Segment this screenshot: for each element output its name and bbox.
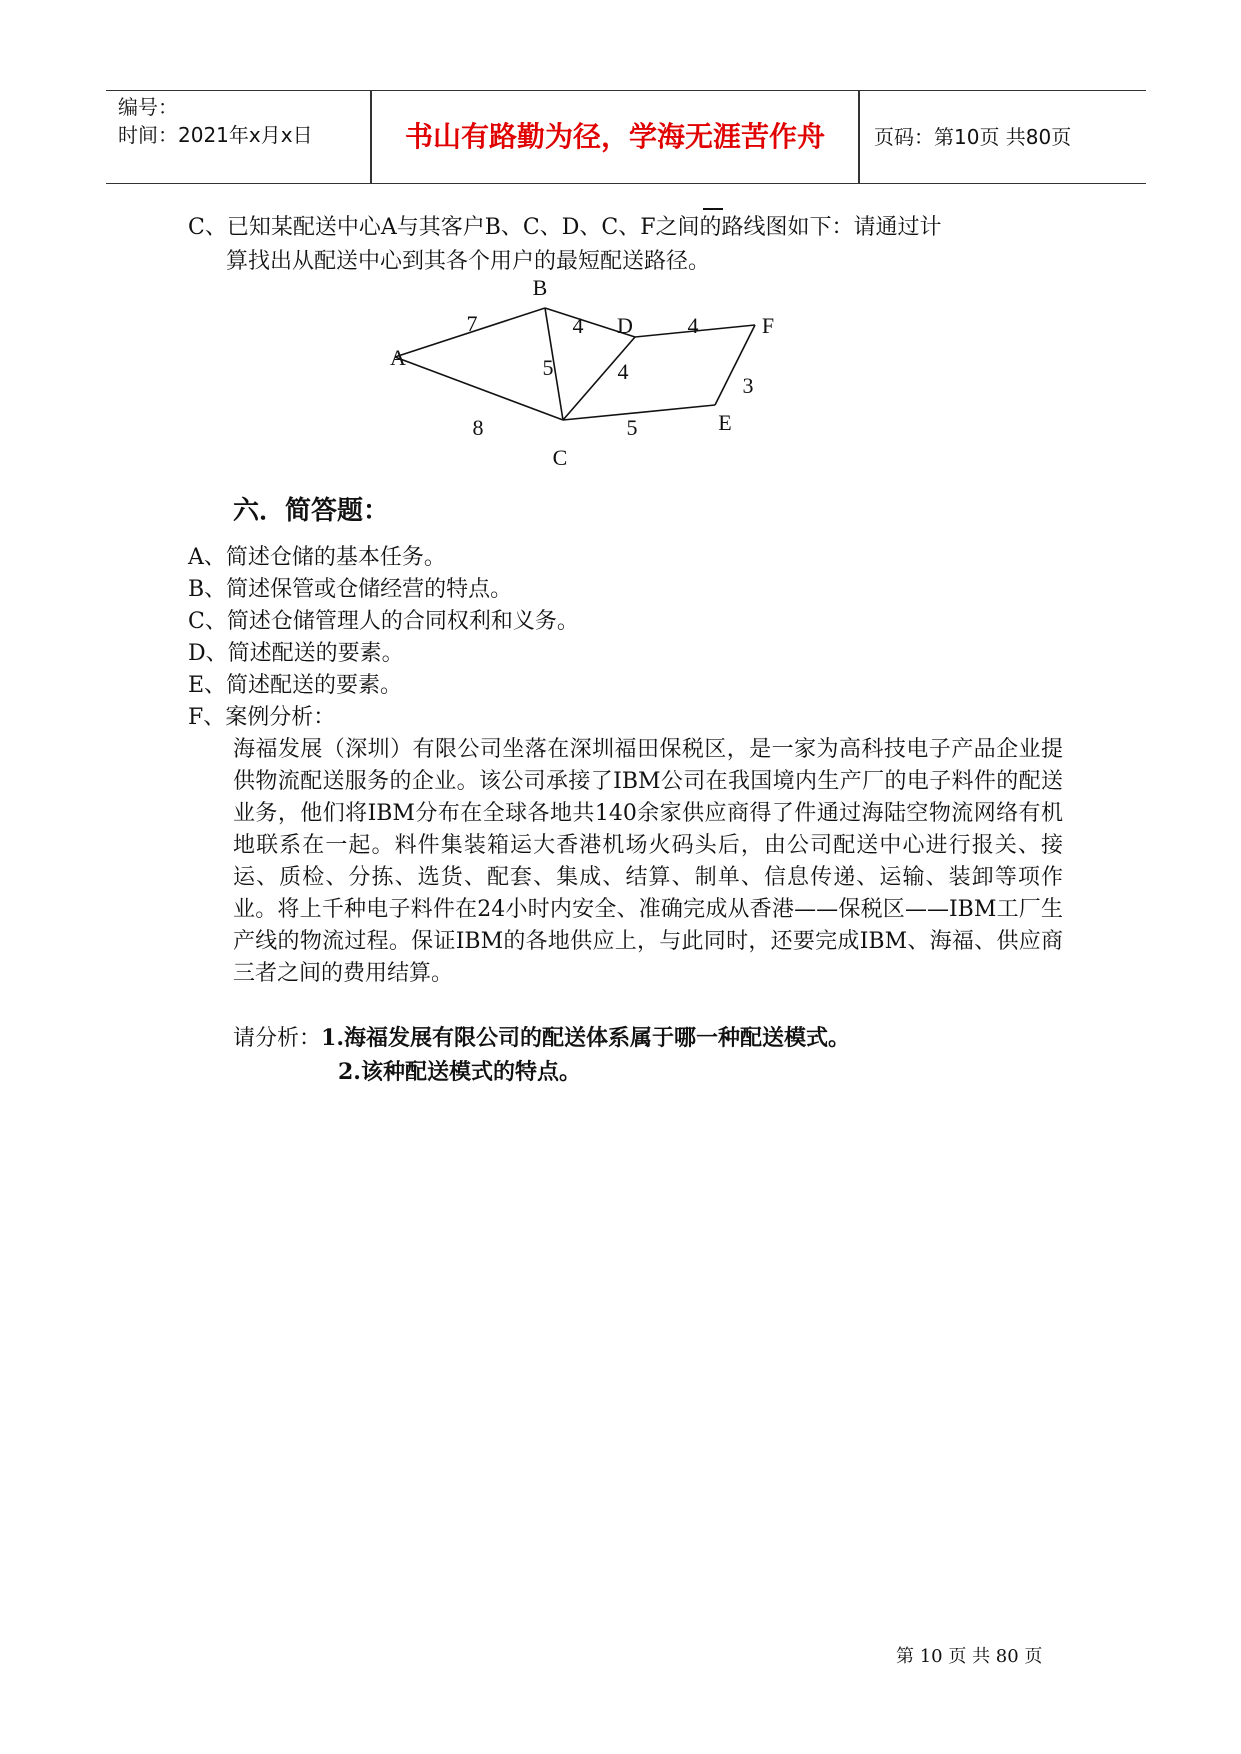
node-label-A: A — [390, 345, 406, 370]
list-item: F、案例分析： — [188, 705, 336, 730]
list-item: B、简述保管或仓储经营的特点。 — [188, 577, 513, 602]
edge-C-E — [563, 405, 715, 420]
node-label-C: C — [552, 445, 568, 470]
list-item: A、简述仓储的基本任务。 — [188, 545, 446, 570]
section-title: 六．简答题： — [233, 496, 390, 526]
list-item: E、简述配送的要素。 — [188, 673, 403, 698]
edge-weight-A-B: 7 — [466, 311, 478, 336]
analysis-line1 — [233, 1022, 850, 1055]
edge-weight-C-E: 5 — [626, 415, 638, 440]
header-motto: 书山有路勤为径，学海无涯苦作舟 — [404, 120, 825, 153]
page-header — [106, 90, 1146, 184]
overline-mark — [703, 208, 723, 210]
route-diagram — [380, 275, 800, 475]
edge-weight-C-D: 4 — [617, 359, 629, 384]
header-divider — [858, 91, 860, 183]
node-label-B: B — [532, 275, 548, 300]
case-text: 海福发展（深圳）有限公司坐落在深圳福田保税区，是一家为高科技电子产品企业提供物流配送服务的企业。该公司承接了IBM公司在我国境内生产厂的电子料件的配送业务，他们将IBM分布在全球各地共140余家供应商得了件通过海陆空物流网络有机地联系在一起。料件集装箱运大香港机场火码头后，由公司配送中心进行报关、接运、质检、分拣、选货、配套、集成、结算、制单、信息传递、运输、装卸等项作业。将上千种电子料件在24小时内安全、准确完成从香港——保税区——IBM工厂生产线的物流过程。保证IBM的各地供应上，与此同时，还要完成IBM、海福、供应商三者之间的费用结算。 — [233, 737, 1063, 986]
number-label: 编号： — [118, 95, 178, 119]
edge-weight-A-C: 8 — [472, 415, 484, 440]
edge-weight-B-C: 5 — [542, 355, 554, 380]
header-meta — [118, 93, 368, 149]
analysis-question-1: 1.海福发展有限公司的配送体系属于哪一种配送模式。 — [321, 1025, 850, 1051]
node-label-F: F — [761, 313, 775, 338]
header-page-code: 页码：第10页 共80页 — [874, 125, 1072, 149]
list-item: C、简述仓储管理人的合同权利和义务。 — [188, 609, 579, 634]
edge-weight-D-F: 4 — [687, 313, 699, 338]
list-item: D、简述配送的要素。 — [188, 641, 404, 666]
node-label-E: E — [718, 410, 732, 435]
question-c-line2: 算找出从配送中心到其各个用户的最短配送路径。 — [226, 249, 711, 274]
edge-weight-B-D: 4 — [572, 313, 584, 338]
edge-weight-F-E: 3 — [742, 373, 754, 398]
edge-A-C — [395, 357, 563, 420]
question-c-line1: C、已知某配送中心A与其客户B、C、D、C、F之间的路线图如下：请通过计 — [188, 215, 942, 240]
page-footer: 第 10 页 共 80 页 — [896, 1646, 1043, 1667]
node-label-D: D — [617, 313, 633, 338]
analysis-question-2: 2.该种配送模式的特点。 — [338, 1059, 581, 1085]
time-label: 时间：2021年x月x日 — [118, 123, 313, 147]
analysis-label: 请分析： — [233, 1026, 322, 1051]
